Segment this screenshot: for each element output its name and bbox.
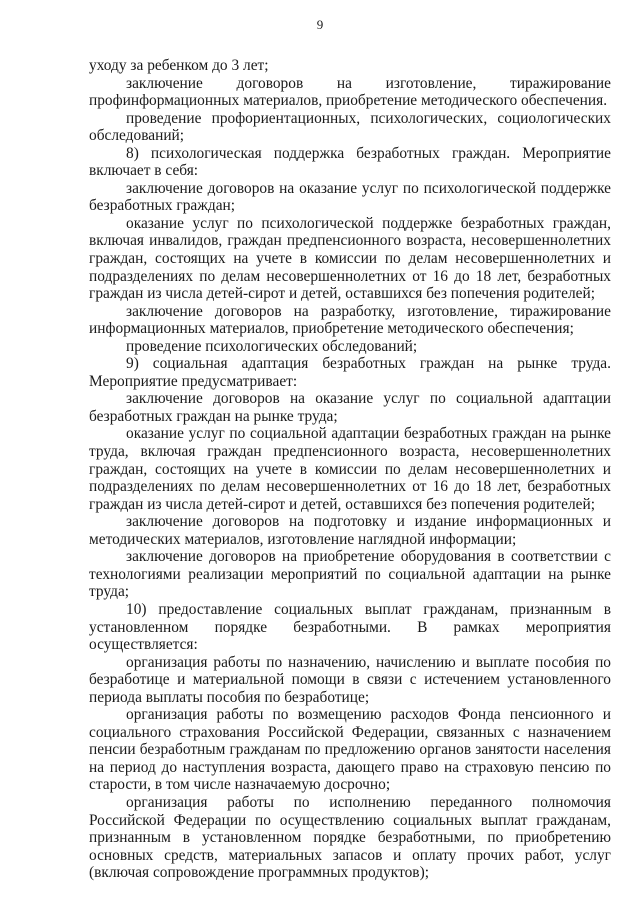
paragraph: проведение профориентационных, психологических, социологических обследований; [89,109,611,145]
paragraph: оказание услуг по социальной адаптации безработных граждан на рынке труда, включая граждан предпенсионного возраста, несовершеннолетних граждан, состоящих на учете в комиссии по делам несовершеннолетних и подразделениях по делам несовершеннолетних от 16 до 18 лет, безработных граждан из числа детей-сирот и детей, оставшихся без попечения родителей; [89,425,611,513]
paragraph-item-9: 9) социальная адаптация безработных граждан на рынке труда. Мероприятие предусматривает: [89,355,611,390]
paragraph: заключение договоров на разработку, изготовление, тиражирование информационных материалов, приобретение методического обеспечения; [89,302,611,338]
paragraph: заключение договоров на оказание услуг по психологической поддержке безработных граждан; [89,179,611,215]
paragraph: заключение договоров на оказание услуг по социальной адаптации безработных граждан на рынке труда; [89,390,611,425]
paragraph: заключение договоров на подготовку и издание информационных и методических материалов, изготовление наглядной информации; [89,513,611,548]
paragraph: проведение психологических обследований; [126,337,418,355]
paragraph: оказание услуг по психологической поддержке безработных граждан, включая инвалидов, граждан предпенсионного возраста, несовершеннолетних граждан, состоящих на учете в комиссии по делам несовершеннолетних и подразделениях по делам несовершеннолетних от 16 до 18 лет, безработных граждан из числа детей-сирот и детей, оставшихся без попечения родителей; [89,214,611,303]
paragraph: организация работы по возмещению расходов Фонда пенсионного и социального страхования Российской Федерации, связанных с назначением пенсии безработным гражданам по предложению органов занятости населения на период до наступления возраста, дающего право на страховую пенсию по старости, в том числе назначаемую досрочно; [89,706,611,794]
paragraph: организация работы по назначению, начислению и выплате пособия по безработице и материальной помощи в связи с истечением установленного периода выплаты пособия по безработице; [89,653,611,706]
paragraph-item-8: 8) психологическая поддержка безработных граждан. Мероприятие включает в себя: [89,144,611,180]
page-number: 9 [316,17,324,32]
paragraph: организация работы по исполнению переданного полномочия Российской Федерации по осуществлению социальных выплат гражданам, признанным в установленном порядке безработными, по приобретению основных средств, материальных запасов и оплату прочих работ, услуг (включая сопровождение программных продуктов); [89,793,611,882]
paragraph: заключение договоров на приобретение оборудования в соответствии с технологиями реализации мероприятий по социальной адаптации на рынке труда; [89,548,611,601]
paragraph-continuation: уходу за ребенком до 3 лет; [89,57,269,74]
document-body [89,57,611,882]
paragraph-item-10: 10) предоставление социальных выплат гражданам, признанным в установленном порядке безработными. В рамках мероприятия осуществляется: [89,600,611,654]
paragraph: заключение договоров на изготовление, тиражирование профинформационных материалов, приобретение методического обеспечения. [89,74,611,110]
